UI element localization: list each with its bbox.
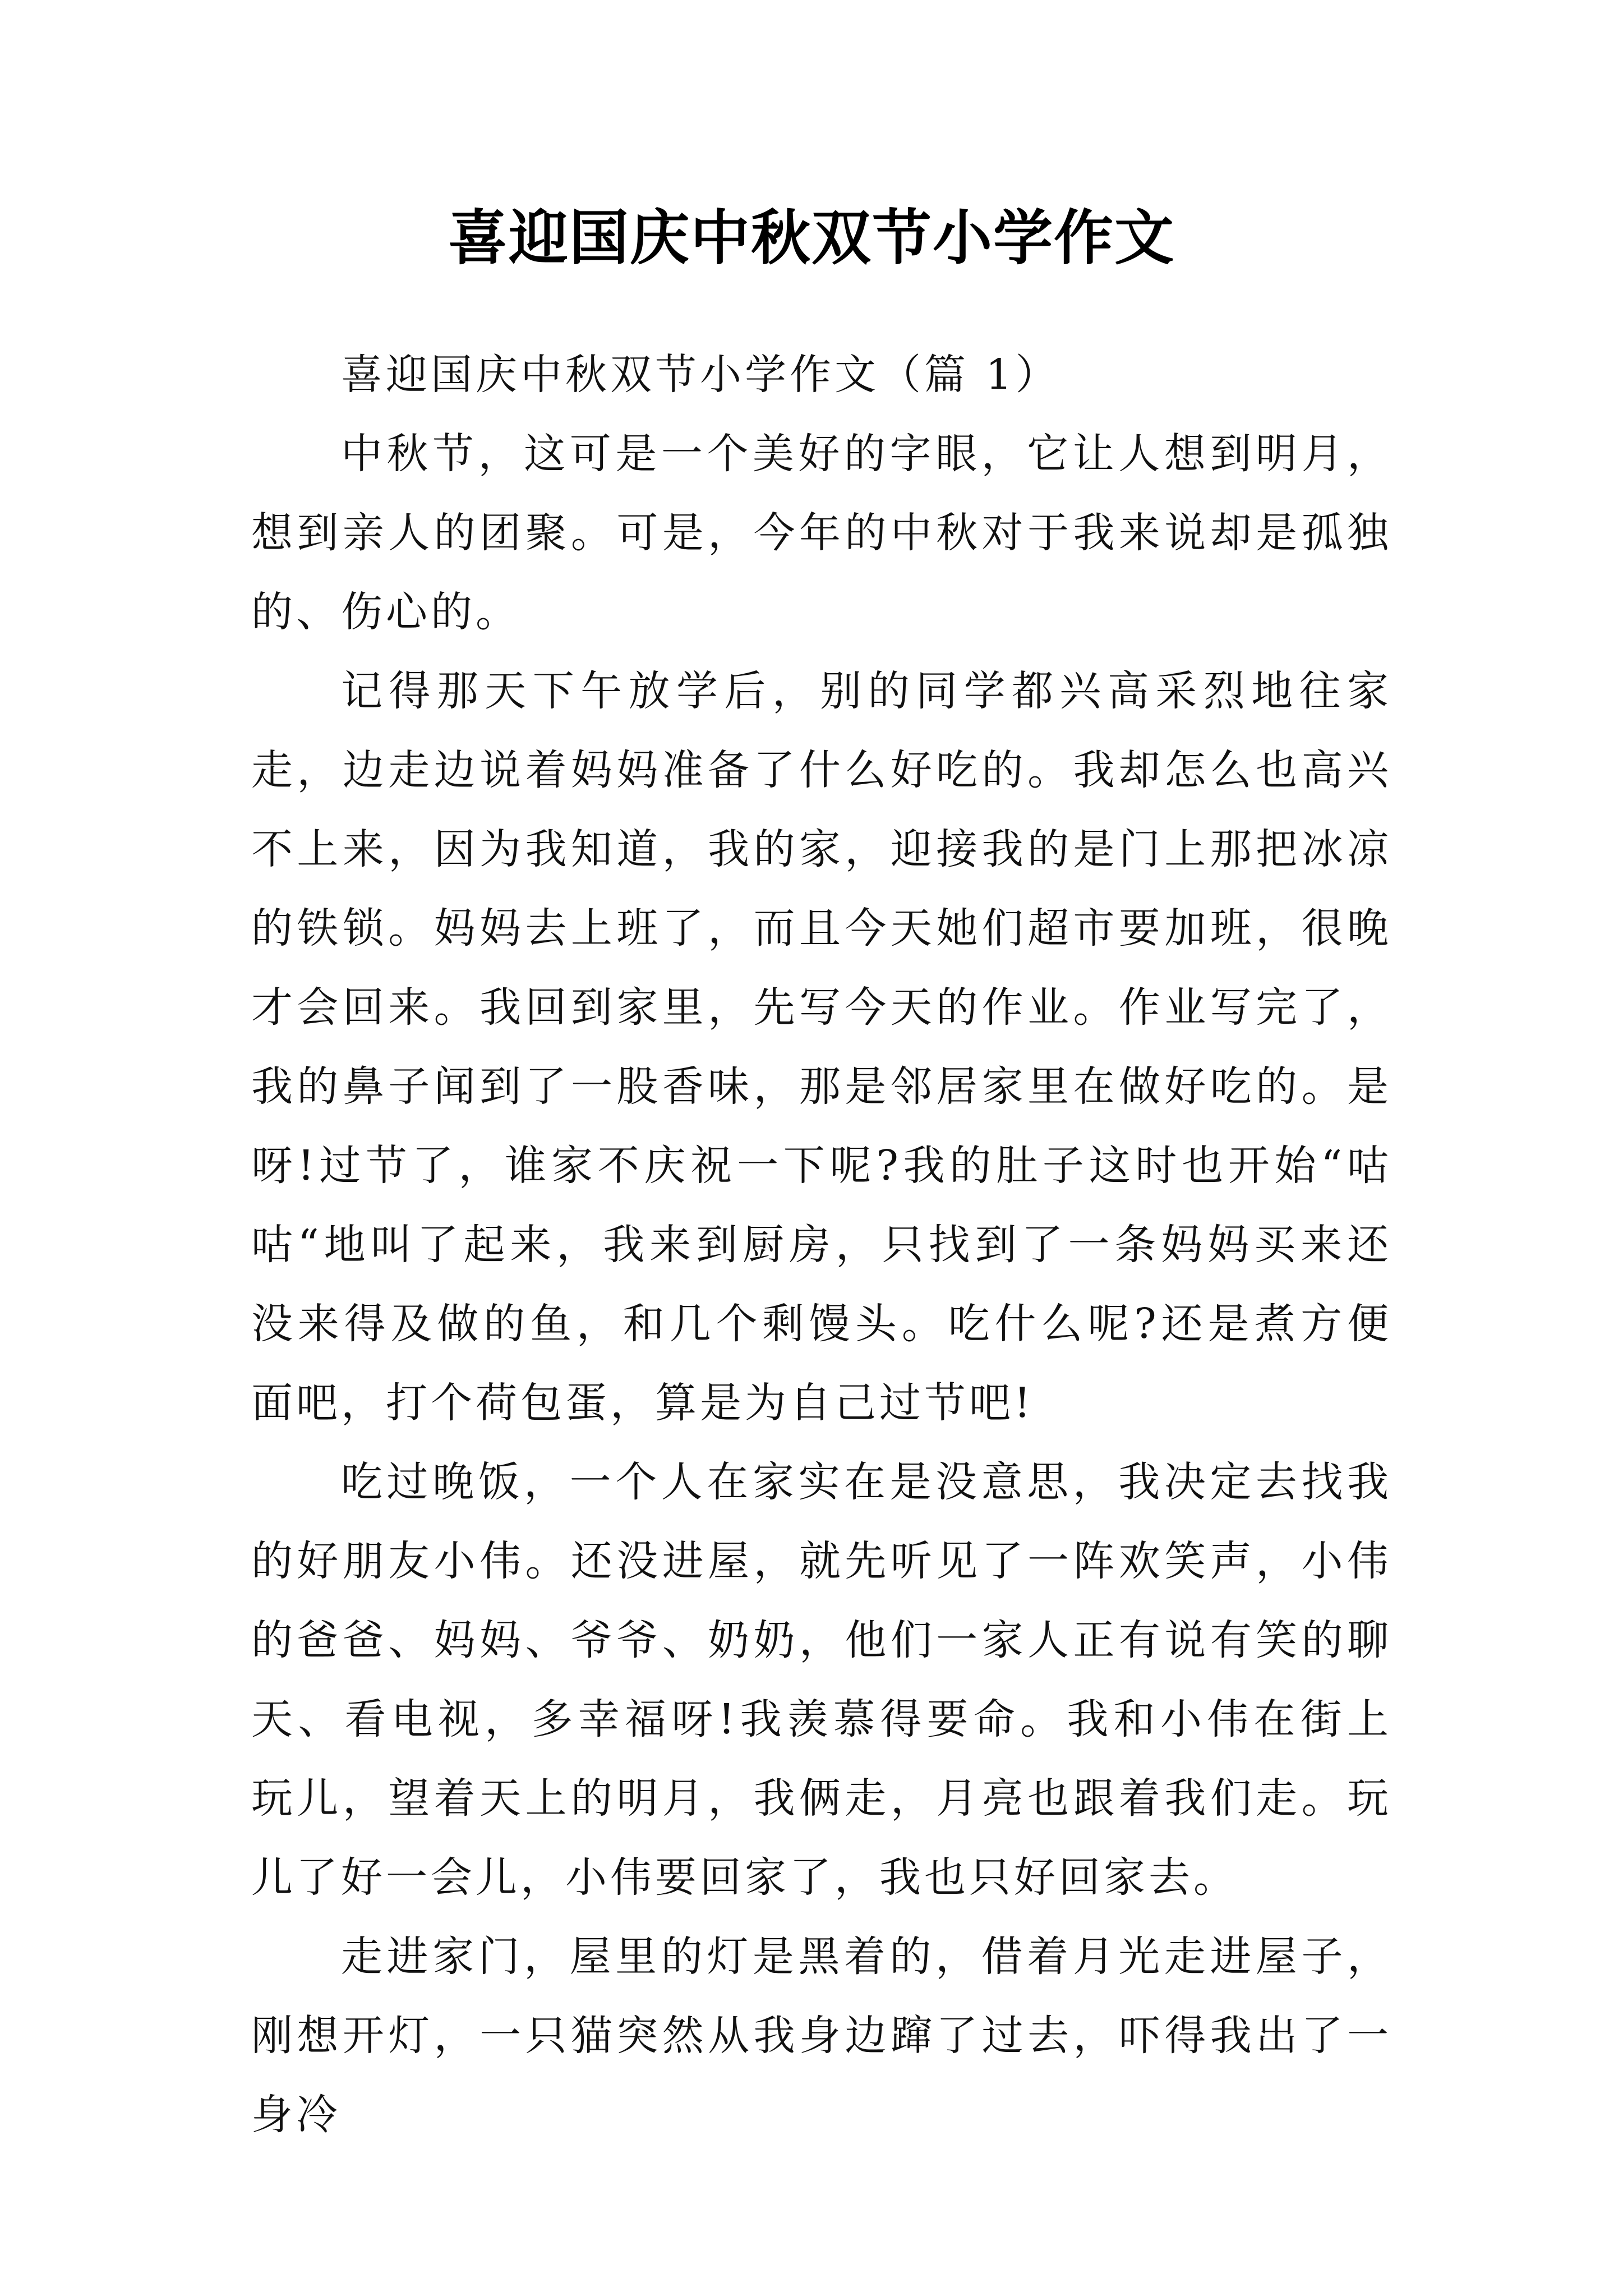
paragraph: 记得那天下午放学后，别的同学都兴高采烈地往家走，边走边说着妈妈准备了什么好吃的。我却怎么也高兴不上来，因为我知道，我的家，迎接我的是门上那把冰凉的铁锁。妈妈去上班了，而且今天她们超市要加班，很晚才会回来。我回到家里，先写今天的作业。作业写完了，我的鼻子闻到了一股香味，那是邻居家里在做好吃的。是呀!过节了，谁家不庆祝一下呢?我的肚子这时也开始“咕咕“地叫了起来，我来到厨房，只找到了一条妈妈买来还没来得及做的鱼，和几个剩馒头。吃什么呢?还是煮方便面吧，打个荷包蛋，算是为自己过节吧! xyxy=(251,667,1392,1427)
paragraph: 吃过晚饭，一个人在家实在是没意思，我决定去找我的好朋友小伟。还没进屋，就先听见了一阵欢笑声，小伟的爸爸、妈妈、爷爷、奶奶，他们一家人正有说有笑的聊天、看电视，多幸福呀!我羡慕得要命。我和小伟在街上玩儿，望着天上的明月，我俩走，月亮也跟着我们走。玩儿了好一会儿，小伟要回家了，我也只好回家去。 xyxy=(251,1458,1392,1902)
document-title: 喜迎国庆中秋双节小学作文 xyxy=(448,204,1175,273)
paragraph: 走进家门，屋里的灯是黑着的，借着月光走进屋子，刚想开灯，一只猫突然从我身边蹿了过去，吓得我出了一身冷 xyxy=(251,1932,1392,2139)
paragraph: 中秋节，这可是一个美好的字眼，它让人想到明月，想到亲人的团聚。可是，今年的中秋对于我来说却是孤独的、伤心的。 xyxy=(251,430,1392,636)
document-body xyxy=(251,335,1392,2155)
section-heading: 喜迎国庆中秋双节小学作文（篇 1） xyxy=(341,351,1061,399)
